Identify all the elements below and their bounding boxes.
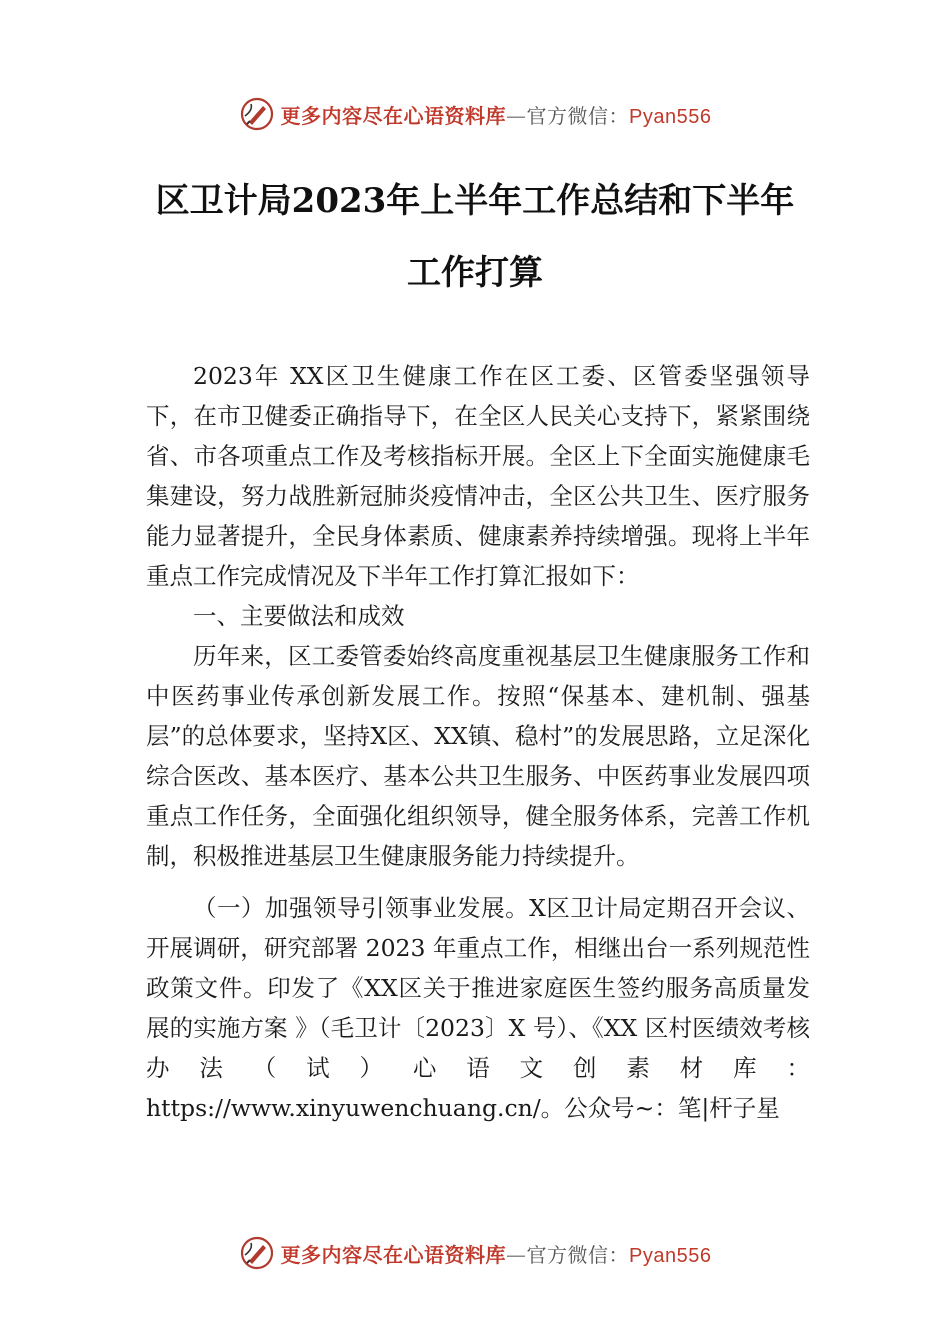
pen-logo-icon xyxy=(239,96,275,132)
title-line-2: 工作打算 xyxy=(407,253,543,293)
section-heading: 一、主要做法和成效 xyxy=(193,602,405,630)
watermark-main: 更多内容尽在心语资料库 xyxy=(280,1242,507,1267)
watermark-dash: — xyxy=(506,1242,527,1267)
document-title xyxy=(120,165,830,309)
watermark-banner-top xyxy=(0,94,950,134)
watermark-text xyxy=(281,1239,712,1268)
watermark-wechat-label: 官方微信： xyxy=(526,1242,630,1267)
watermark-banner-bottom xyxy=(0,1233,950,1273)
paragraph-intro: 2023年 XX区卫生健康工作在区工委、区管委坚强领导下，在市卫健委正确指导下，在全区人民关心支持下，紧紧围绕省、市各项重点工作及考核指标开展。全区上下全面实施健康毛集建设，努力战胜新冠肺炎疫情冲击，全区公共卫生、医疗服务能力显著提升，全民身体素质、健康素养持续增强。现将上半年重点工作完成情况及下半年工作打算汇报如下： xyxy=(146,362,810,590)
document-body xyxy=(146,356,810,1128)
watermark-main: 更多内容尽在心语资料库 xyxy=(280,103,507,128)
watermark-dash: — xyxy=(506,103,527,128)
paragraph-leadership: （一）加强领导引领事业发展。X区卫计局定期召开会议、开展调研，研究部署 2023 年重点工作，相继出台一系列规范性政策文件。印发了《XX区关于推进家庭医生签约服务高质量发展的实施方案 》（毛卫计〔2023〕X 号）、《XX 区村医绩效考核办法（试）心语文创素材库：https://www.xinyuwenchuang.cn/。公众号~：笔|杆子星 xyxy=(146,894,810,1122)
pen-logo-icon xyxy=(239,1235,275,1271)
watermark-wechat-id: Pyan556 xyxy=(629,105,712,128)
title-line-1: 区卫计局2023年上半年工作总结和下半年 xyxy=(155,181,795,221)
watermark-wechat-label: 官方微信： xyxy=(526,103,630,128)
paragraph-overview: 历年来，区工委管委始终高度重视基层卫生健康服务工作和中医药事业传承创新发展工作。按照“保基本、建机制、强基层”的总体要求，坚持X区、XX镇、稳村”的发展思路，立足深化综合医改、基本医疗、基本公共卫生服务、中医药事业发展四项重点工作任务，全面强化组织领导，健全服务体系，完善工作机制，积极推进基层卫生健康服务能力持续提升。 xyxy=(146,642,810,870)
watermark-text xyxy=(281,100,712,129)
watermark-wechat-id: Pyan556 xyxy=(629,1244,712,1267)
